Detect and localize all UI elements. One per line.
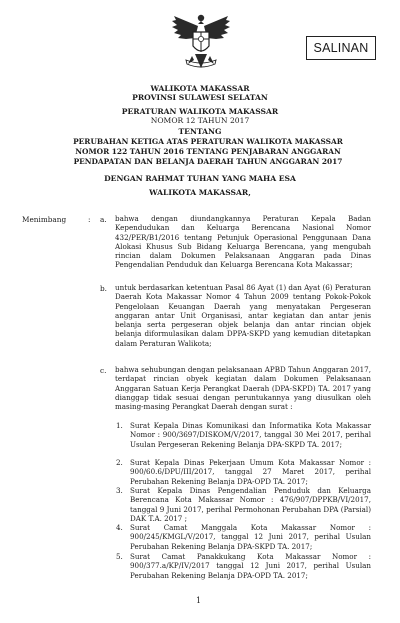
item-a-marker: a. — [100, 215, 107, 224]
letter-5-text: Surat Camat Panakkukang Kota Makassar Nomor : 900/377.a/KP/IV/2017 tanggal 12 Juni 2017, perihal Usulan Perubahan Rekening Belanja DPA-OPD TA. 2017; — [130, 552, 371, 580]
header-walikota: WALIKOTA MAKASSAR — [150, 84, 250, 93]
menimbang-colon: : — [88, 215, 91, 224]
letter-2-text: Surat Kepala Dinas Pekerjaan Umum Kota Makassar Nomor : 900/60.6/DPU/III/2017, tanggal 27 Maret 2017, perihal Perubahan Rekening Belanja DPA-OPD TA. 2017; — [130, 458, 371, 486]
letter-4-text: Surat Camat Manggala Kota Makassar Nomor : 900/245/KMGL/V/2017, tanggal 12 Juni 2017, perihal Usulan Perubahan Rekening Belanja DPA-SKPD TA. 2017; — [130, 523, 371, 551]
item-b-marker: b. — [100, 284, 107, 293]
grace-line: DENGAN RAHMAT TUHAN YANG MAHA ESA — [104, 174, 296, 183]
letter-2-number: 2. — [116, 458, 123, 467]
letter-4-number: 4. — [116, 523, 123, 532]
header-number: NOMOR 12 TAHUN 2017 — [150, 116, 250, 125]
page-number: 1 — [196, 596, 202, 605]
garuda-emblem — [168, 8, 234, 74]
letter-1-number: 1. — [116, 421, 123, 430]
item-c-text: bahwa sehubungan dengan pelaksanaan APBD Tahun Anggaran 2017, terdapat rincian obyek kegiatan dalam Dokumen Pelaksanaan Anggaran Satuan Kerja Perangkat Daerah (DPA-SKPD) TA. 2017 yang dianggap tidak sesuai dengan peruntukannya yang diusulkan oleh masing-masing Perangkat Daerah dengan surat : — [115, 365, 371, 412]
document-title: PERUBAHAN KETIGA ATAS PERATURAN WALIKOTA MAKASSAR NOMOR 122 TAHUN 2016 TENTANG PENJABARAN ANGGARAN PENDAPATAN DAN BELANJA DAERAH TAHUN ANGGARAN 2017 — [73, 137, 343, 166]
letter-1-text: Surat Kepala Dinas Komunikasi dan Informatika Kota Makassar Nomor : 900/3697/DISKOM/V/2017, tanggal 30 Mei 2017, perihal Usulan Pergeseran Rekening Belanja DPA-SKPD TA. 2017; — [130, 421, 371, 449]
letter-3-number: 3. — [116, 486, 123, 495]
item-a-text: bahwa dengan diundangkannya Peraturan Kepala Badan Kependudukan dan Keluarga Berencana Nasional Nomor 432/PER/B1/2016 tentang Petunjuk Operasional Penggunaan Dana Alokasi Khusus Sub Bidang Keluarga Berencana, yang mengubah rincian dalam Dokumen Pelaksanaan Anggaran pada Dinas Pengendalian Penduduk dan Keluarga Berencana Kota Makassar; — [115, 214, 371, 270]
item-b-text: untuk berdasarkan ketentuan Pasal 86 Ayat (1) dan Ayat (6) Peraturan Daerah Kota Makassar Nomor 4 Tahun 2009 tentang Pokok-Pokok Pengelolaan Keuangan Daerah yang menyatakan Pergeseran anggaran antar Unit Organisasi, antar kegiatan dan antar jenis belanja serta pergeseran objek belanja dan antar rincian objek belanja diformulasikan dalam DPPA-SKPD yang kemudian ditetapkan dalam Peraturan Walikota; — [115, 283, 371, 348]
mayor-line: WALIKOTA MAKASSAR, — [149, 188, 251, 197]
salinan-stamp: SALINAN — [306, 36, 376, 60]
menimbang-label: Menimbang — [22, 215, 67, 224]
header-tentang: TENTANG — [178, 127, 222, 136]
item-c-marker: c. — [100, 366, 107, 375]
letter-5-number: 5. — [116, 552, 123, 561]
letter-3-text: Surat Kepala Dinas Pengendalian Penduduk dan Keluarga Berencana Kota Makassar Nomor : 476/907/DPPKB/VI/2017, tanggal 9 Juni 2017, perihal Permohonan Perubahan DPA (Parsial) DAK T.A. 2017 ; — [130, 486, 371, 523]
header-regulation: PERATURAN WALIKOTA MAKASSAR — [121, 107, 279, 116]
header-provinsi: PROVINSI SULAWESI SELATAN — [132, 93, 268, 102]
